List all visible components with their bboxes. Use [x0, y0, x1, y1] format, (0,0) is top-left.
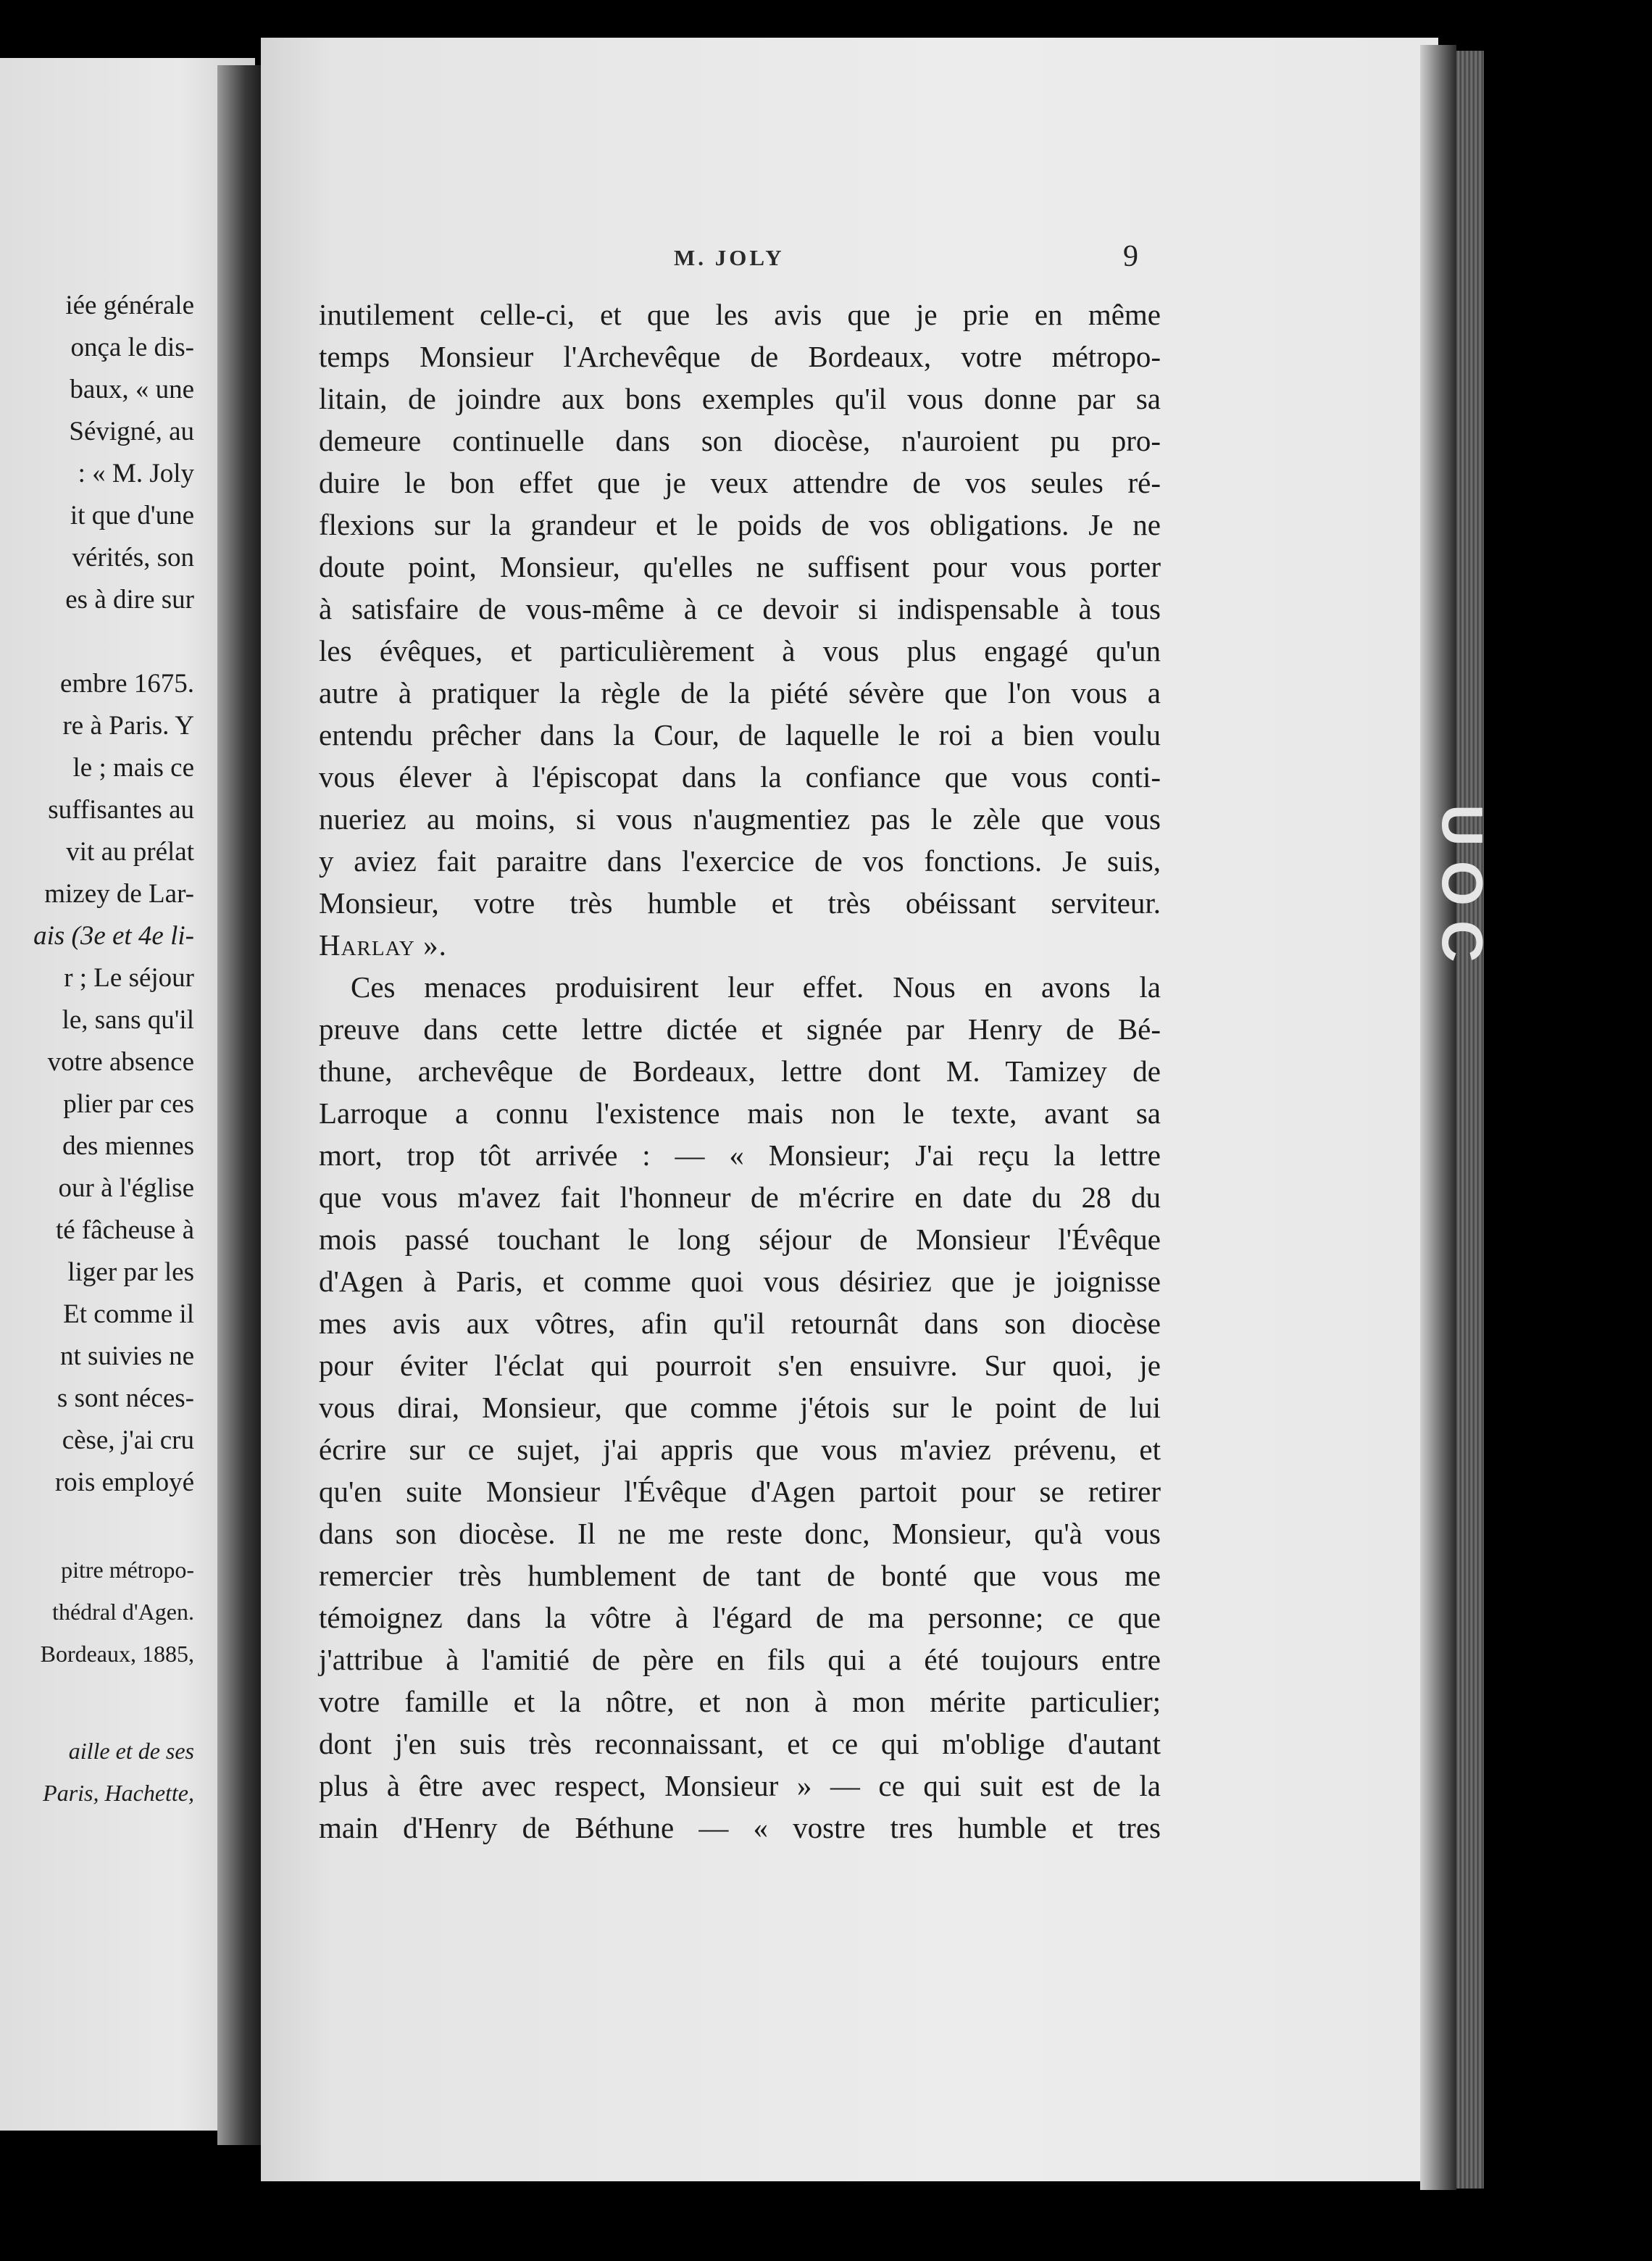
spine-stamp: UOC [1430, 804, 1495, 977]
text-line: main d'Henry de Béthune — « vostre tres humble et tres [319, 1811, 1161, 1844]
previous-page-footnote-line: pitre métropo- [61, 1557, 194, 1583]
previous-page-line: vit au prélat [66, 837, 194, 867]
signature-line: Harlay ». [319, 928, 447, 962]
previous-page-line: embre 1675. [60, 669, 194, 699]
text-line: remercier très humblement de tant de bonté que vous me [319, 1559, 1161, 1592]
previous-page-line: ais (3e et 4e li- [33, 921, 194, 951]
previous-page-line: es à dire sur [65, 585, 194, 615]
previous-page-line: r ; Le séjour [64, 963, 194, 993]
text-line: mois passé touchant le long séjour de Monsieur l'Évêque [319, 1223, 1161, 1256]
previous-page-line: des miennes [62, 1131, 194, 1161]
text-line: plus à être avec respect, Monsieur » — ce qui suit est de la [319, 1769, 1161, 1802]
text-line: temps Monsieur l'Archevêque de Bordeaux, votre métropo- [319, 340, 1161, 373]
previous-page-footnote-line: Paris, Hachette, [43, 1780, 194, 1806]
previous-page-line: plier par ces [63, 1089, 194, 1119]
text-line: Monsieur, votre très humble et très obéissant serviteur. [319, 886, 1161, 920]
previous-page-line: mizey de Lar- [44, 879, 194, 909]
previous-page-line: s sont néces- [57, 1383, 194, 1413]
page-number: 9 [1123, 240, 1138, 273]
text-line: preuve dans cette lettre dictée et signée par Henry de Bé- [319, 1012, 1161, 1046]
text-line: flexions sur la grandeur et le poids de vos obligations. Je ne [319, 508, 1161, 541]
text-line: nueriez au moins, si vous n'augmentiez pas le zèle que vous [319, 802, 1161, 836]
text-line: dont j'en suis très reconnaissant, et ce qui m'oblige d'autant [319, 1727, 1161, 1760]
text-line: duire le bon effet que je veux attendre de vos seules ré- [319, 466, 1161, 499]
text-line: Larroque a connu l'existence mais non le texte, avant sa [319, 1096, 1161, 1130]
previous-page-line: té fâcheuse à [55, 1215, 194, 1245]
previous-page-line: it que d'une [70, 501, 194, 530]
previous-page-line: le ; mais ce [72, 753, 194, 783]
previous-page-line: liger par les [67, 1257, 194, 1287]
text-line: doute point, Monsieur, qu'elles ne suffisent pour vous porter [319, 550, 1161, 583]
previous-page-line: baux, « une [70, 375, 194, 404]
text-line: votre famille et la nôtre, et non à mon mérite particulier; [319, 1685, 1161, 1718]
text-line: à satisfaire de vous-même à ce devoir si indispensable à tous [319, 592, 1161, 625]
text-line: écrire sur ce sujet, j'ai appris que vous m'aviez prévenu, et [319, 1433, 1161, 1466]
text-line: pour éviter l'éclat qui pourroit s'en ensuivre. Sur quoi, je [319, 1349, 1161, 1382]
text-line: dans son diocèse. Il ne me reste donc, Monsieur, qu'à vous [319, 1517, 1161, 1550]
text-line: les évêques, et particulièrement à vous plus engagé qu'un [319, 634, 1161, 667]
previous-page-line: cèse, j'ai cru [62, 1425, 194, 1455]
text-line: entendu prêcher dans la Cour, de laquelle le roi a bien voulu [319, 718, 1161, 751]
previous-page-line: : « M. Joly [78, 459, 194, 488]
text-line: litain, de joindre aux bons exemples qu'il vous donne par sa [319, 382, 1161, 415]
page-body-text [319, 293, 1161, 1849]
previous-page-line: votre absence [47, 1047, 194, 1077]
text-line: mort, trop tôt arrivée : — « Monsieur; J'ai reçu la lettre [319, 1138, 1161, 1172]
previous-page-line: vérités, son [72, 543, 194, 572]
previous-page-line: our à l'église [58, 1173, 194, 1203]
previous-page-footnote-line: aille et de ses [68, 1738, 194, 1764]
paragraph-start-line: Ces menaces produisirent leur effet. Nous en avons la [351, 970, 1161, 1004]
previous-page-line: nt suivies ne [60, 1341, 194, 1371]
previous-page-footnote-line: Bordeaux, 1885, [40, 1641, 194, 1667]
text-line: témoignez dans la vôtre à l'égard de ma personne; ce que [319, 1601, 1161, 1634]
previous-page-line: Et comme il [63, 1299, 194, 1329]
text-line: qu'en suite Monsieur l'Évêque d'Agen partoit pour se retirer [319, 1475, 1161, 1508]
text-line: thune, archevêque de Bordeaux, lettre dont M. Tamizey de [319, 1054, 1161, 1088]
running-title: M. JOLY [674, 245, 785, 270]
scan-background [1484, 0, 1652, 2261]
previous-page-line: le, sans qu'il [62, 1005, 194, 1035]
previous-page-footnote-line: thédral d'Agen. [52, 1599, 194, 1625]
text-line: y aviez fait paraitre dans l'exercice de vos fonctions. Je suis, [319, 844, 1161, 878]
previous-page-line: suffisantes au [48, 795, 194, 825]
text-line: vous dirai, Monsieur, que comme j'étois sur le point de lui [319, 1391, 1161, 1424]
text-line: d'Agen à Paris, et comme quoi vous désiriez que je joignisse [319, 1265, 1161, 1298]
text-line: que vous m'avez fait l'honneur de m'écrire en date du 28 du [319, 1181, 1161, 1214]
text-line: j'attribue à l'amitié de père en fils qui a été toujours entre [319, 1643, 1161, 1676]
text-line: inutilement celle-ci, et que les avis que je prie en même [319, 298, 1161, 331]
previous-page-line: onça le dis- [70, 333, 194, 362]
text-line: demeure continuelle dans son diocèse, n'auroient pu pro- [319, 424, 1161, 457]
text-line: autre à pratiquer la règle de la piété sévère que l'on vous a [319, 676, 1161, 709]
previous-page-line: Sévigné, au [69, 417, 194, 446]
page-edge-shadow [1420, 45, 1456, 2190]
previous-page-line: rois employé [54, 1467, 194, 1497]
previous-page-line: iée générale [65, 291, 194, 320]
previous-page-line: re à Paris. Y [62, 711, 194, 741]
text-line: vous élever à l'épiscopat dans la confiance que vous conti- [319, 760, 1161, 794]
text-line: mes avis aux vôtres, afin qu'il retournât dans son diocèse [319, 1307, 1161, 1340]
